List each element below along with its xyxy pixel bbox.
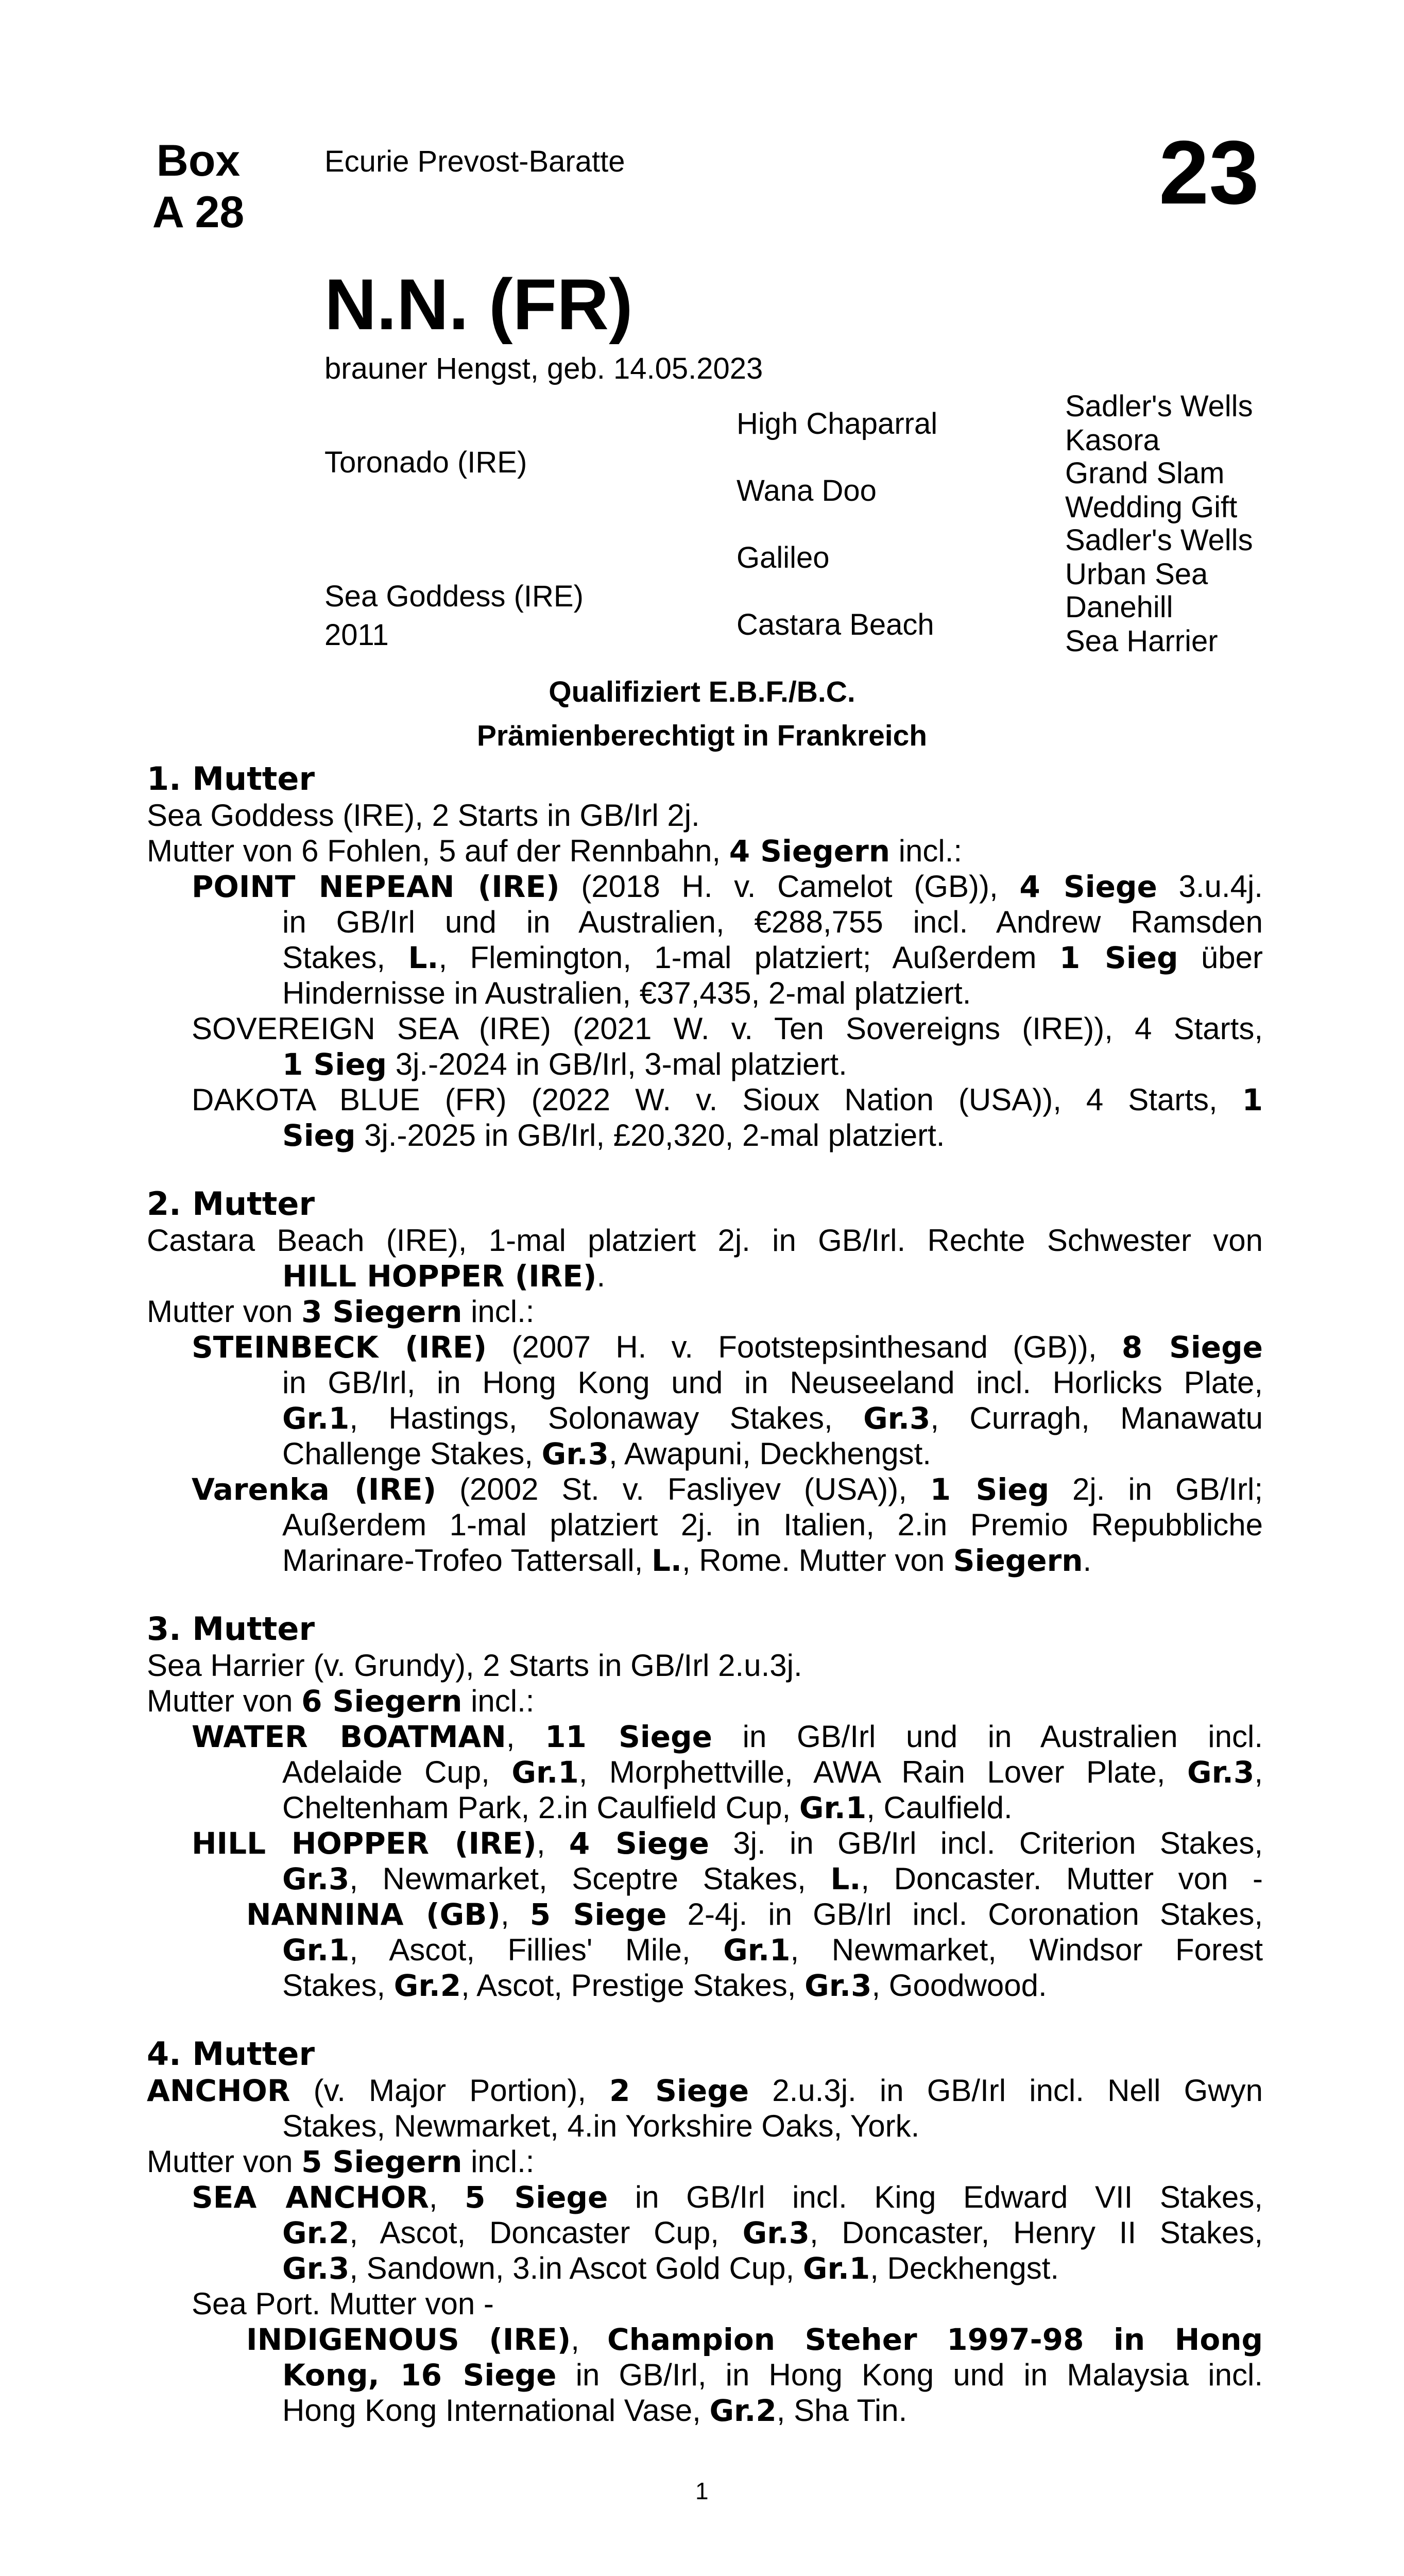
- progeny-entry: Marinare-Trofeo Tattersall, L., Rome. Mutter von Siegern.: [282, 1543, 1092, 1578]
- pedigree-gen3: Sea Harrier: [1065, 624, 1218, 658]
- pedigree-gen3: Urban Sea: [1065, 557, 1208, 591]
- owner-name: Ecurie Prevost-Baratte: [324, 145, 625, 178]
- progeny-entry: SEA ANCHOR, 5 Siege in GB/Irl incl. King Edward VII Stakes,: [192, 2180, 1263, 2215]
- progeny-entry: Stakes, Gr.2, Ascot, Prestige Stakes, Gr.3, Goodwood.: [282, 1968, 1047, 2003]
- pedigree-gen3: Wedding Gift: [1065, 490, 1238, 524]
- pedigree-gen2: Castara Beach: [737, 608, 934, 641]
- pedigree-gen3: Sadler's Wells: [1065, 523, 1253, 557]
- progeny-entry: Sieg 3j.-2025 in GB/Irl, £20,320, 2-mal platziert.: [282, 1118, 945, 1153]
- progeny-entry: Außerdem 1-mal platziert 2j. in Italien, 2.in Premio Repubbliche: [282, 1507, 1263, 1542]
- progeny-entry: Varenka (IRE) (2002 St. v. Fasliyev (USA)), 1 Sieg 2j. in GB/Irl;: [192, 1472, 1263, 1507]
- pedigree-dam-year: 2011: [324, 618, 389, 652]
- section-title: 1. Mutter: [147, 760, 315, 798]
- box-number: A 28: [152, 188, 245, 237]
- progeny-entry: NANNINA (GB), 5 Siege 2-4j. in GB/Irl incl. Coronation Stakes,: [246, 1897, 1263, 1932]
- progeny-entry: Adelaide Cup, Gr.1, Morphettville, AWA Rain Lover Plate, Gr.3,: [282, 1755, 1263, 1790]
- progeny-entry: DAKOTA BLUE (FR) (2022 W. v. Sioux Nation (USA)), 4 Starts, 1: [192, 1082, 1263, 1117]
- box-label: [134, 135, 263, 238]
- pedigree-gen2: High Chaparral: [737, 407, 938, 440]
- qualification-france: Prämienberechtigt in Frankreich: [476, 719, 928, 752]
- section-text: Mutter von 3 Siegern incl.:: [147, 1294, 535, 1329]
- progeny-entry: Hindernisse in Australien, €37,435, 2-mal platziert.: [282, 976, 971, 1010]
- progeny-entry: 1 Sieg 3j.-2024 in GB/Irl, 3-mal platziert.: [282, 1047, 847, 1082]
- section-text: Stakes, Newmarket, 4.in Yorkshire Oaks, York.: [282, 2109, 920, 2143]
- progeny-entry: SOVEREIGN SEA (IRE) (2021 W. v. Ten Sovereigns (IRE)), 4 Starts,: [192, 1011, 1263, 1046]
- pedigree-dam: Sea Goddess (IRE): [324, 580, 584, 613]
- lot-number: 23: [1159, 123, 1259, 223]
- horse-name: N.N. (FR): [324, 264, 633, 345]
- pedigree-gen3: Sadler's Wells: [1065, 389, 1253, 423]
- progeny-entry: Kong, 16 Siege in GB/Irl, in Hong Kong und in Malaysia incl.: [282, 2358, 1263, 2393]
- section-text: HILL HOPPER (IRE).: [282, 1259, 606, 1294]
- pedigree-gen2: Wana Doo: [737, 474, 877, 507]
- section-text: Mutter von 5 Siegern incl.:: [147, 2144, 535, 2179]
- pedigree-sire: Toronado (IRE): [324, 446, 527, 479]
- section-text: Mutter von 6 Siegern incl.:: [147, 1684, 535, 1719]
- progeny-entry: Gr.2, Ascot, Doncaster Cup, Gr.3, Doncaster, Henry II Stakes,: [282, 2215, 1263, 2250]
- progeny-entry: in GB/Irl und in Australien, €288,755 incl. Andrew Ramsden: [282, 905, 1263, 939]
- progeny-entry: Challenge Stakes, Gr.3, Awapuni, Deckhengst.: [282, 1436, 931, 1471]
- progeny-entry: STEINBECK (IRE) (2007 H. v. Footstepsinthesand (GB)), 8 Siege: [192, 1330, 1263, 1365]
- section-title: 2. Mutter: [147, 1185, 315, 1223]
- progeny-entry: in GB/Irl, in Hong Kong und in Neuseeland incl. Horlicks Plate,: [282, 1365, 1263, 1400]
- section-title: 3. Mutter: [147, 1610, 315, 1648]
- section-text: ANCHOR (v. Major Portion), 2 Siege 2.u.3j. in GB/Irl incl. Nell Gwyn: [147, 2073, 1263, 2108]
- progeny-entry: Hong Kong International Vase, Gr.2, Sha Tin.: [282, 2393, 908, 2428]
- progeny-entry: INDIGENOUS (IRE), Champion Steher 1997-98 in Hong: [246, 2322, 1263, 2357]
- progeny-entry: Gr.1, Hastings, Solonaway Stakes, Gr.3, Curragh, Manawatu: [282, 1401, 1263, 1436]
- progeny-entry: Sea Port. Mutter von -: [192, 2286, 494, 2321]
- progeny-entry: POINT NEPEAN (IRE) (2018 H. v. Camelot (GB)), 4 Siege 3.u.4j.: [192, 869, 1263, 904]
- progeny-entry: Gr.1, Ascot, Fillies' Mile, Gr.1, Newmarket, Windsor Forest: [282, 1933, 1263, 1968]
- progeny-entry: WATER BOATMAN, 11 Siege in GB/Irl und in Australien incl.: [192, 1719, 1263, 1754]
- progeny-entry: HILL HOPPER (IRE), 4 Siege 3j. in GB/Irl incl. Criterion Stakes,: [192, 1826, 1263, 1861]
- page-number: 1: [695, 2478, 709, 2504]
- pedigree-gen3: Danehill: [1065, 590, 1173, 624]
- qualification-ebf: Qualifiziert E.B.F./B.C.: [549, 675, 855, 708]
- section-text: Mutter von 6 Fohlen, 5 auf der Rennbahn, 4 Siegern incl.:: [147, 834, 963, 869]
- horse-subtitle: brauner Hengst, geb. 14.05.2023: [324, 352, 763, 385]
- pedigree-gen3: Grand Slam: [1065, 456, 1225, 490]
- section-text: Castara Beach (IRE), 1-mal platziert 2j. in GB/Irl. Rechte Schwester von: [147, 1223, 1263, 1258]
- progeny-entry: Stakes, L., Flemington, 1-mal platziert; Außerdem 1 Sieg über: [282, 940, 1263, 975]
- section-title: 4. Mutter: [147, 2035, 315, 2073]
- box-word: Box: [156, 136, 241, 185]
- pedigree-gen3: Kasora: [1065, 423, 1160, 457]
- progeny-entry: Cheltenham Park, 2.in Caulfield Cup, Gr.1, Caulfield.: [282, 1790, 1013, 1825]
- pedigree-gen2: Galileo: [737, 541, 830, 574]
- progeny-entry: Gr.3, Newmarket, Sceptre Stakes, L., Doncaster. Mutter von -: [282, 1861, 1263, 1896]
- progeny-entry: Gr.3, Sandown, 3.in Ascot Gold Cup, Gr.1, Deckhengst.: [282, 2251, 1059, 2286]
- section-text: Sea Harrier (v. Grundy), 2 Starts in GB/Irl 2.u.3j.: [147, 1648, 802, 1683]
- section-text: Sea Goddess (IRE), 2 Starts in GB/Irl 2j.: [147, 798, 700, 833]
